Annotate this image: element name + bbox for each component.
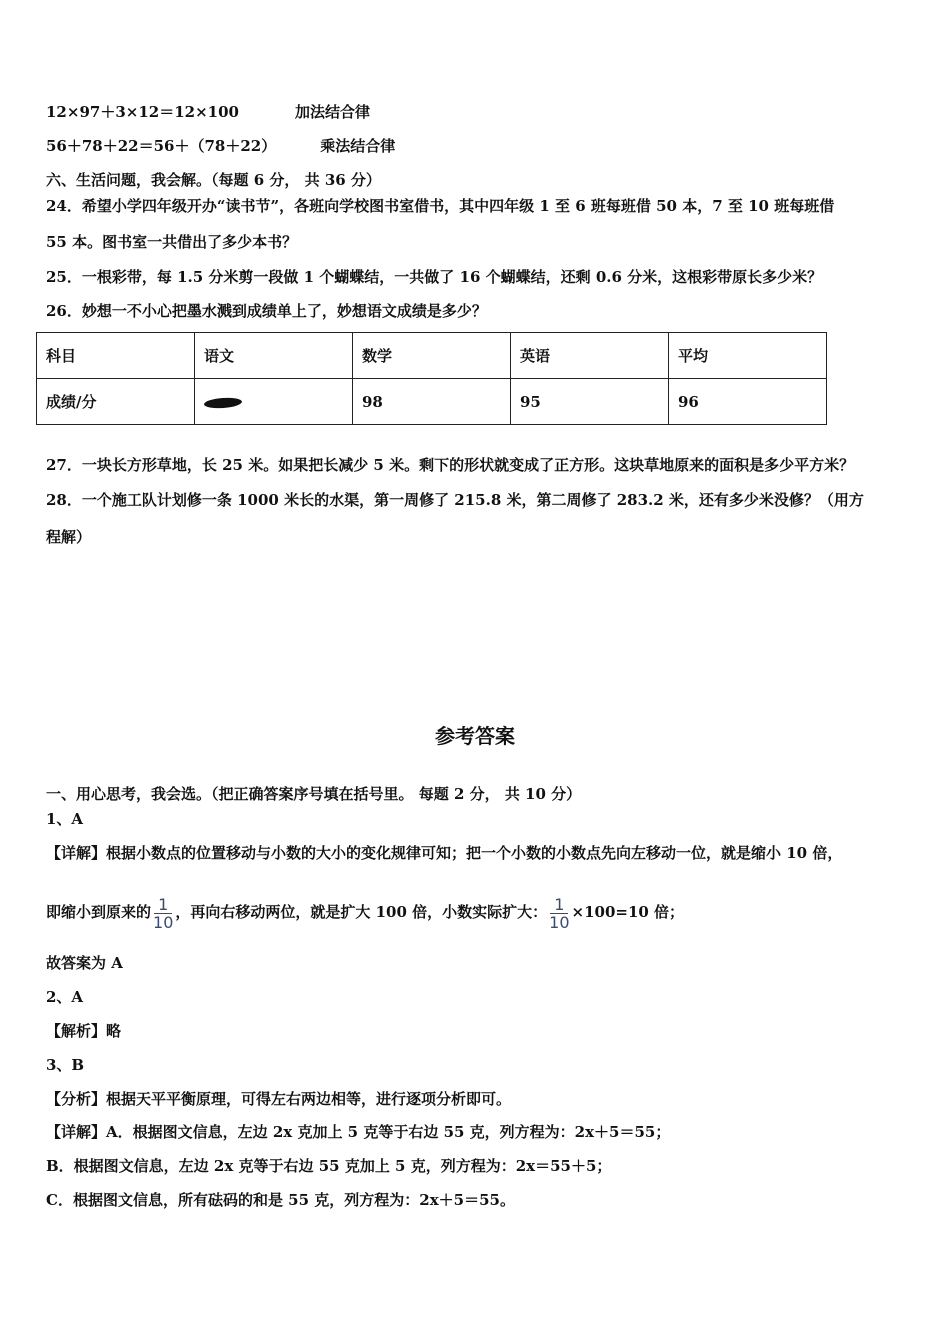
table-cell: 96	[669, 379, 827, 425]
table-cell: 95	[511, 379, 669, 425]
question-27: 27．一块长方形草地，长 25 米。如果把长减少 5 米。剩下的形状就变成了正方形。这块草地原来的面积是多少平方米？	[46, 456, 855, 474]
detail-text: ×100=10 倍；	[571, 903, 685, 921]
table-cell: 数学	[353, 333, 511, 379]
ink-blot-cell	[195, 379, 353, 425]
table-header-row	[37, 333, 827, 379]
fraction-numerator: 1	[158, 894, 169, 914]
answer-1-detail-line-2	[46, 892, 684, 932]
answer-1-conclusion: 故答案为 A	[46, 954, 123, 972]
answers-section-1-title: 一、用心思考，我会选。（把正确答案序号填在括号里。 每题 2 分， 共 10 分）	[46, 785, 582, 803]
table-cell: 平均	[669, 333, 827, 379]
fraction-numerator: 1	[554, 894, 565, 914]
law-row-1	[46, 102, 370, 122]
answer-3-detail-c: C．根据图文信息，所有砝码的和是 55 克，列方程为：2x＋5＝55。	[46, 1191, 515, 1209]
table-cell: 语文	[195, 333, 353, 379]
score-table	[36, 332, 827, 425]
table-row	[37, 379, 827, 425]
law-name: 乘法结合律	[320, 137, 396, 155]
question-26: 26．妙想一不小心把墨水溅到成绩单上了，妙想语文成绩是多少？	[46, 302, 487, 320]
detail-text: ，再向右移动两位，就是扩大 100 倍，小数实际扩大：	[175, 903, 548, 921]
answer-3-detail-b: B．根据图文信息，左边 2x 克等于右边 55 克加上 5 克，列方程为：2x＝55＋5；	[46, 1157, 612, 1175]
answer-3-analysis: 【分析】根据天平平衡原理，可得左右两边相等，进行逐项分析即可。	[46, 1090, 512, 1108]
ink-blot-icon	[204, 396, 243, 409]
table-cell: 科目	[37, 333, 195, 379]
question-28-line-1: 28．一个施工队计划修一条 1000 米长的水渠，第一周修了 215.8 米，第二周修了 283.2 米，还有多少米没修？（用方	[46, 491, 864, 509]
answers-heading: 参考答案	[435, 724, 515, 748]
question-24-line-2: 55 本。图书室一共借出了多少本书？	[46, 233, 298, 251]
table-cell: 98	[353, 379, 511, 425]
fraction-denominator: 10	[153, 912, 174, 932]
section-6-title: 六、生活问题，我会解。（每题 6 分， 共 36 分）	[46, 171, 381, 189]
law-expression: 12×97＋3×12＝12×100	[46, 103, 239, 121]
answer-2-analysis: 【解析】略	[46, 1022, 122, 1040]
answer-3: 3、B	[46, 1056, 85, 1074]
law-expression: 56＋78＋22＝56＋（78＋22）	[46, 137, 277, 155]
table-cell: 英语	[511, 333, 669, 379]
question-24-line-1: 24．希望小学四年级开办“读书节”，各班向学校图书室借书，其中四年级 1 至 6 班每班借 50 本，7 至 10 班每班借	[46, 197, 835, 215]
fraction-denominator: 10	[549, 912, 570, 932]
question-28-line-2: 程解）	[46, 528, 92, 546]
answer-3-detail-a: 【详解】A．根据图文信息，左边 2x 克加上 5 克等于右边 55 克，列方程为：2x＋5＝55；	[46, 1123, 671, 1141]
fraction-one-tenth	[549, 896, 569, 931]
question-25: 25．一根彩带，每 1.5 分米剪一段做 1 个蝴蝶结，一共做了 16 个蝴蝶结，还剩 0.6 分米，这根彩带原长多少米？	[46, 268, 823, 286]
law-row-2	[46, 136, 395, 156]
answer-1-detail-line-1: 【详解】根据小数点的位置移动与小数的大小的变化规律可知；把一个小数的小数点先向左移动一位，就是缩小 10 倍，	[46, 844, 843, 862]
fraction-one-tenth	[153, 896, 173, 931]
detail-text: 即缩小到原来的	[46, 903, 152, 921]
table-cell: 成绩/分	[37, 379, 195, 425]
law-name: 加法结合律	[294, 103, 370, 121]
answer-1: 1、A	[46, 810, 84, 828]
answer-2: 2、A	[46, 988, 84, 1006]
